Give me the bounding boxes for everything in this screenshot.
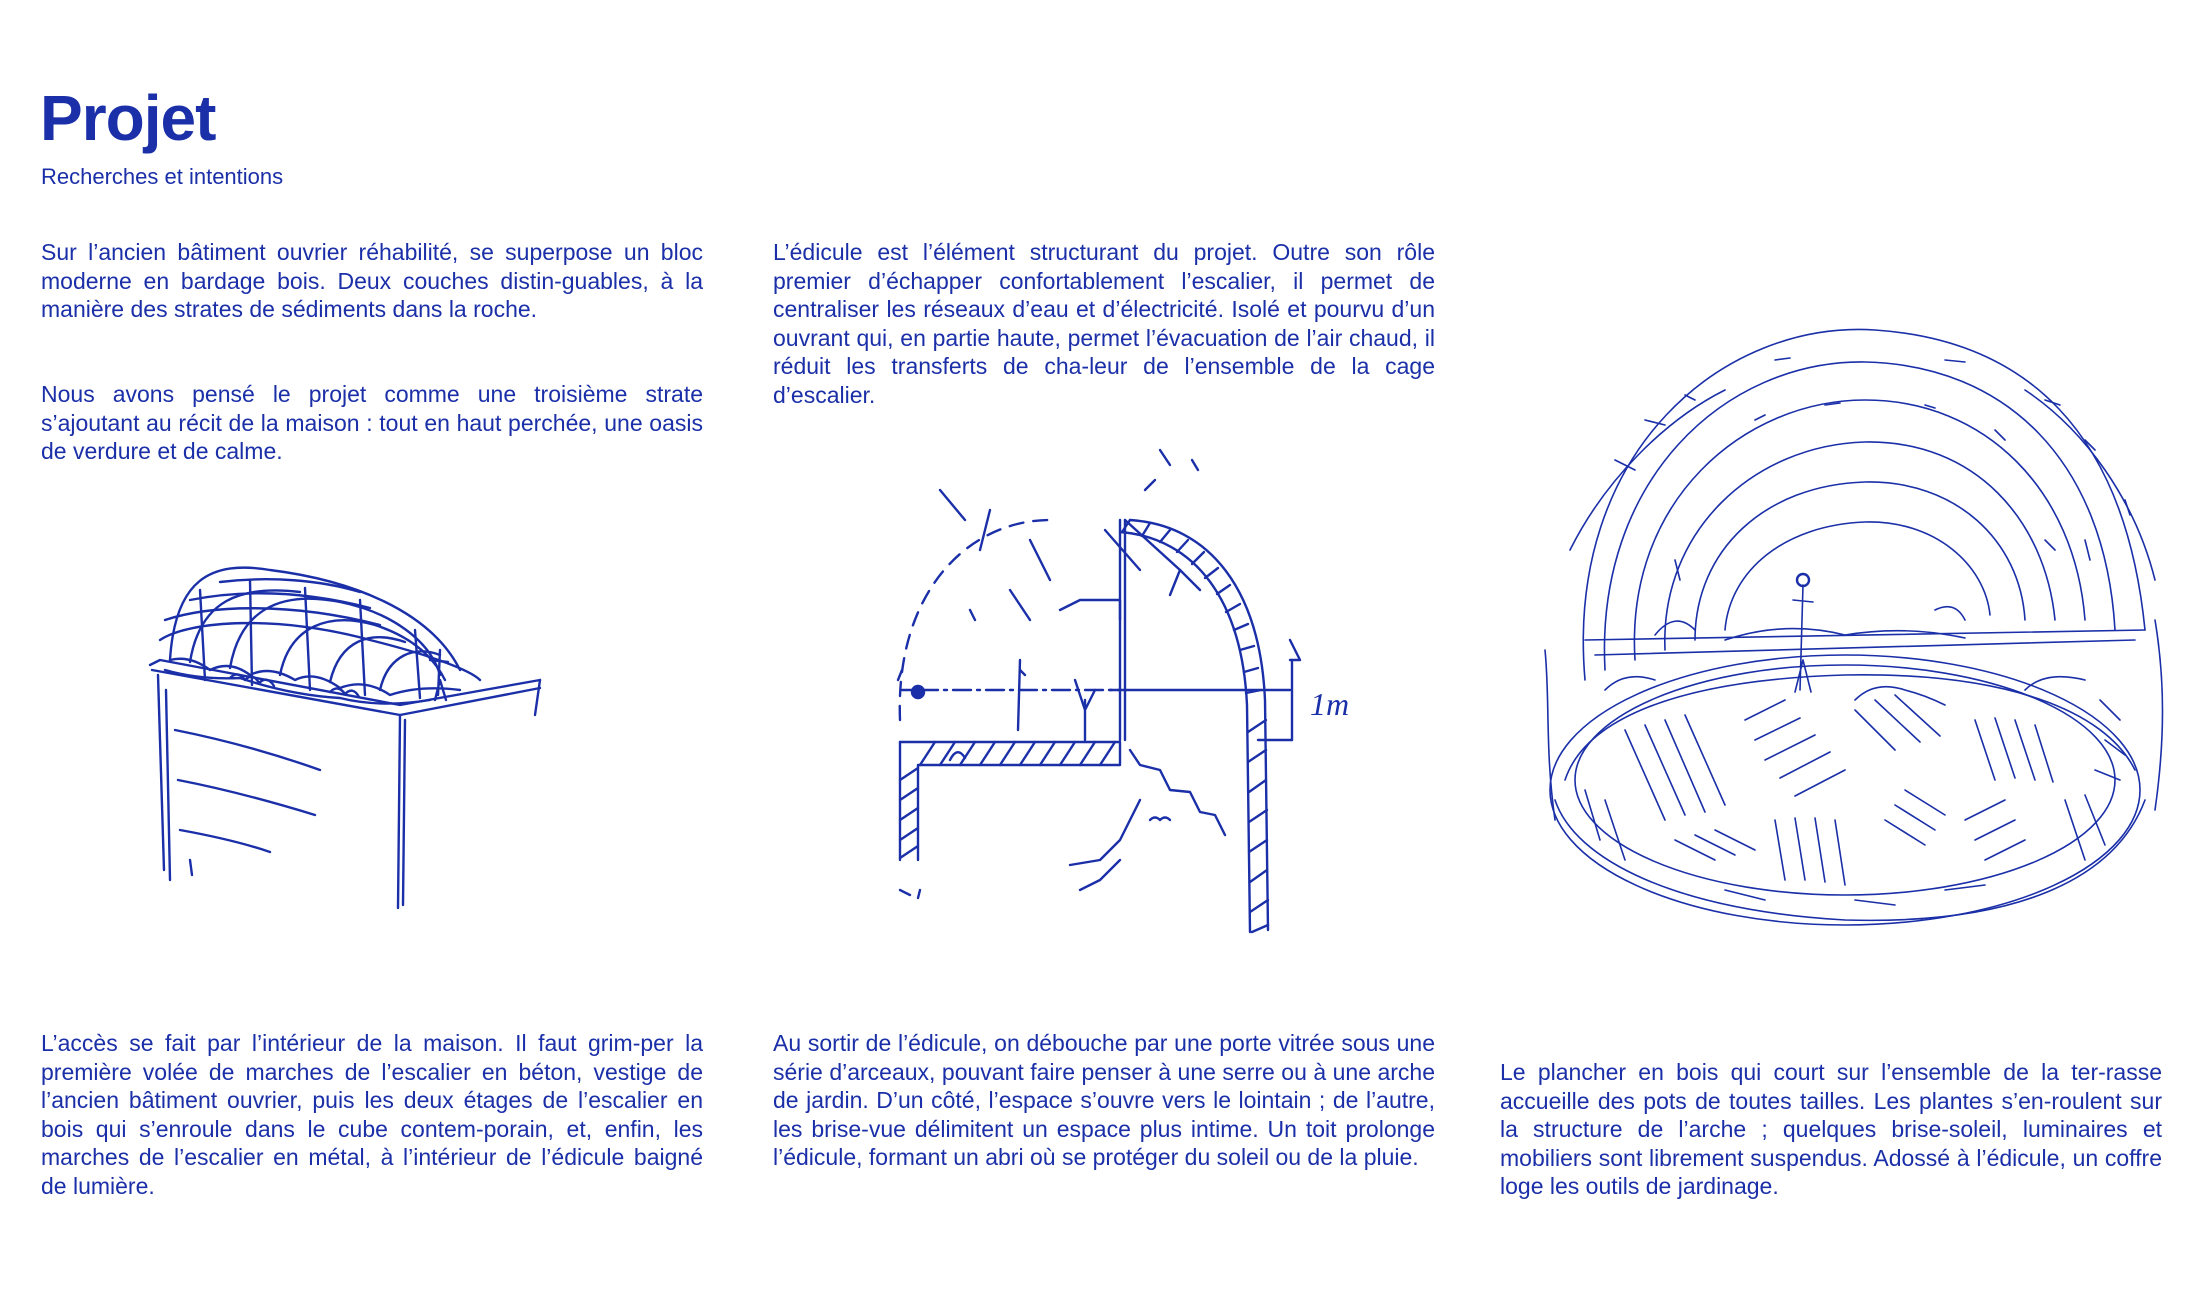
right-paragraph-1: Le plancher en bois qui court sur l’ensemble de la ter-rasse accueille des pots de toutes tailles. Les plantes s’en-roulent sur la structure de l’arche ; quelques brise-soleil, luminaires et mobiliers sont librement suspendus. Adossé à l’édicule, un coffre loge les outils de jardinage. xyxy=(1500,1059,2162,1199)
left-paragraph-2: Nous avons pensé le projet comme une troisième strate s’ajoutant au récit de la maison : tout en haut perchée, une oasis de verdure et de calme. xyxy=(41,381,703,464)
middle-paragraph-1: L’édicule est l’élément structurant du projet. Outre son rôle premier d’échapper confortablement l’escalier, il permet de centraliser les réseaux d’eau et d’électricité. Isolé et pourvu d’un ouvrant qui, en partie haute, permet l’évacuation de l’air chaud, il réduit les transferts de cha-leur de l’ensemble de la cage d’escalier. xyxy=(773,239,1435,408)
left-paragraph-1: Sur l’ancien bâtiment ouvrier réhabilité, se superpose un bloc moderne en bardage bois. Deux couches distin-guables, à la manière des strates de sédiments dans la roche. xyxy=(41,239,703,322)
left-paragraph-3: L’accès se fait par l’intérieur de la maison. Il faut grim-per la première volée de marches de l’escalier en béton, vestige de l’ancien bâtiment ouvrier, puis les deux étages de l’escalier en bois qui s’enroule dans le cube contem-porain, et, enfin, les marches de l’escalier en métal, à l’intérieur de l’édicule baigné de lumière. xyxy=(41,1030,703,1199)
scale-annotation: 1m xyxy=(1310,686,1350,722)
page-subtitle: Recherches et intentions xyxy=(41,164,284,189)
edicule-section-sketch xyxy=(880,420,1380,940)
rooftop-volume-sketch xyxy=(130,530,550,910)
page-title: Projet xyxy=(40,82,216,154)
middle-paragraph-2: Au sortir de l’édicule, on débouche par une porte vitrée sous une série d’arceaux, pouvant faire penser à une serre ou à une arche de jardin. D’un côté, l’espace s’ouvre vers le lointain ; de l’autre, les brise-vue délimitent un espace plus intime. Un toit prolonge l’édicule, formant un abri où se protéger du soleil ou de la pluie. xyxy=(773,1030,1435,1170)
terrace-perspective-sketch xyxy=(1525,300,2185,940)
